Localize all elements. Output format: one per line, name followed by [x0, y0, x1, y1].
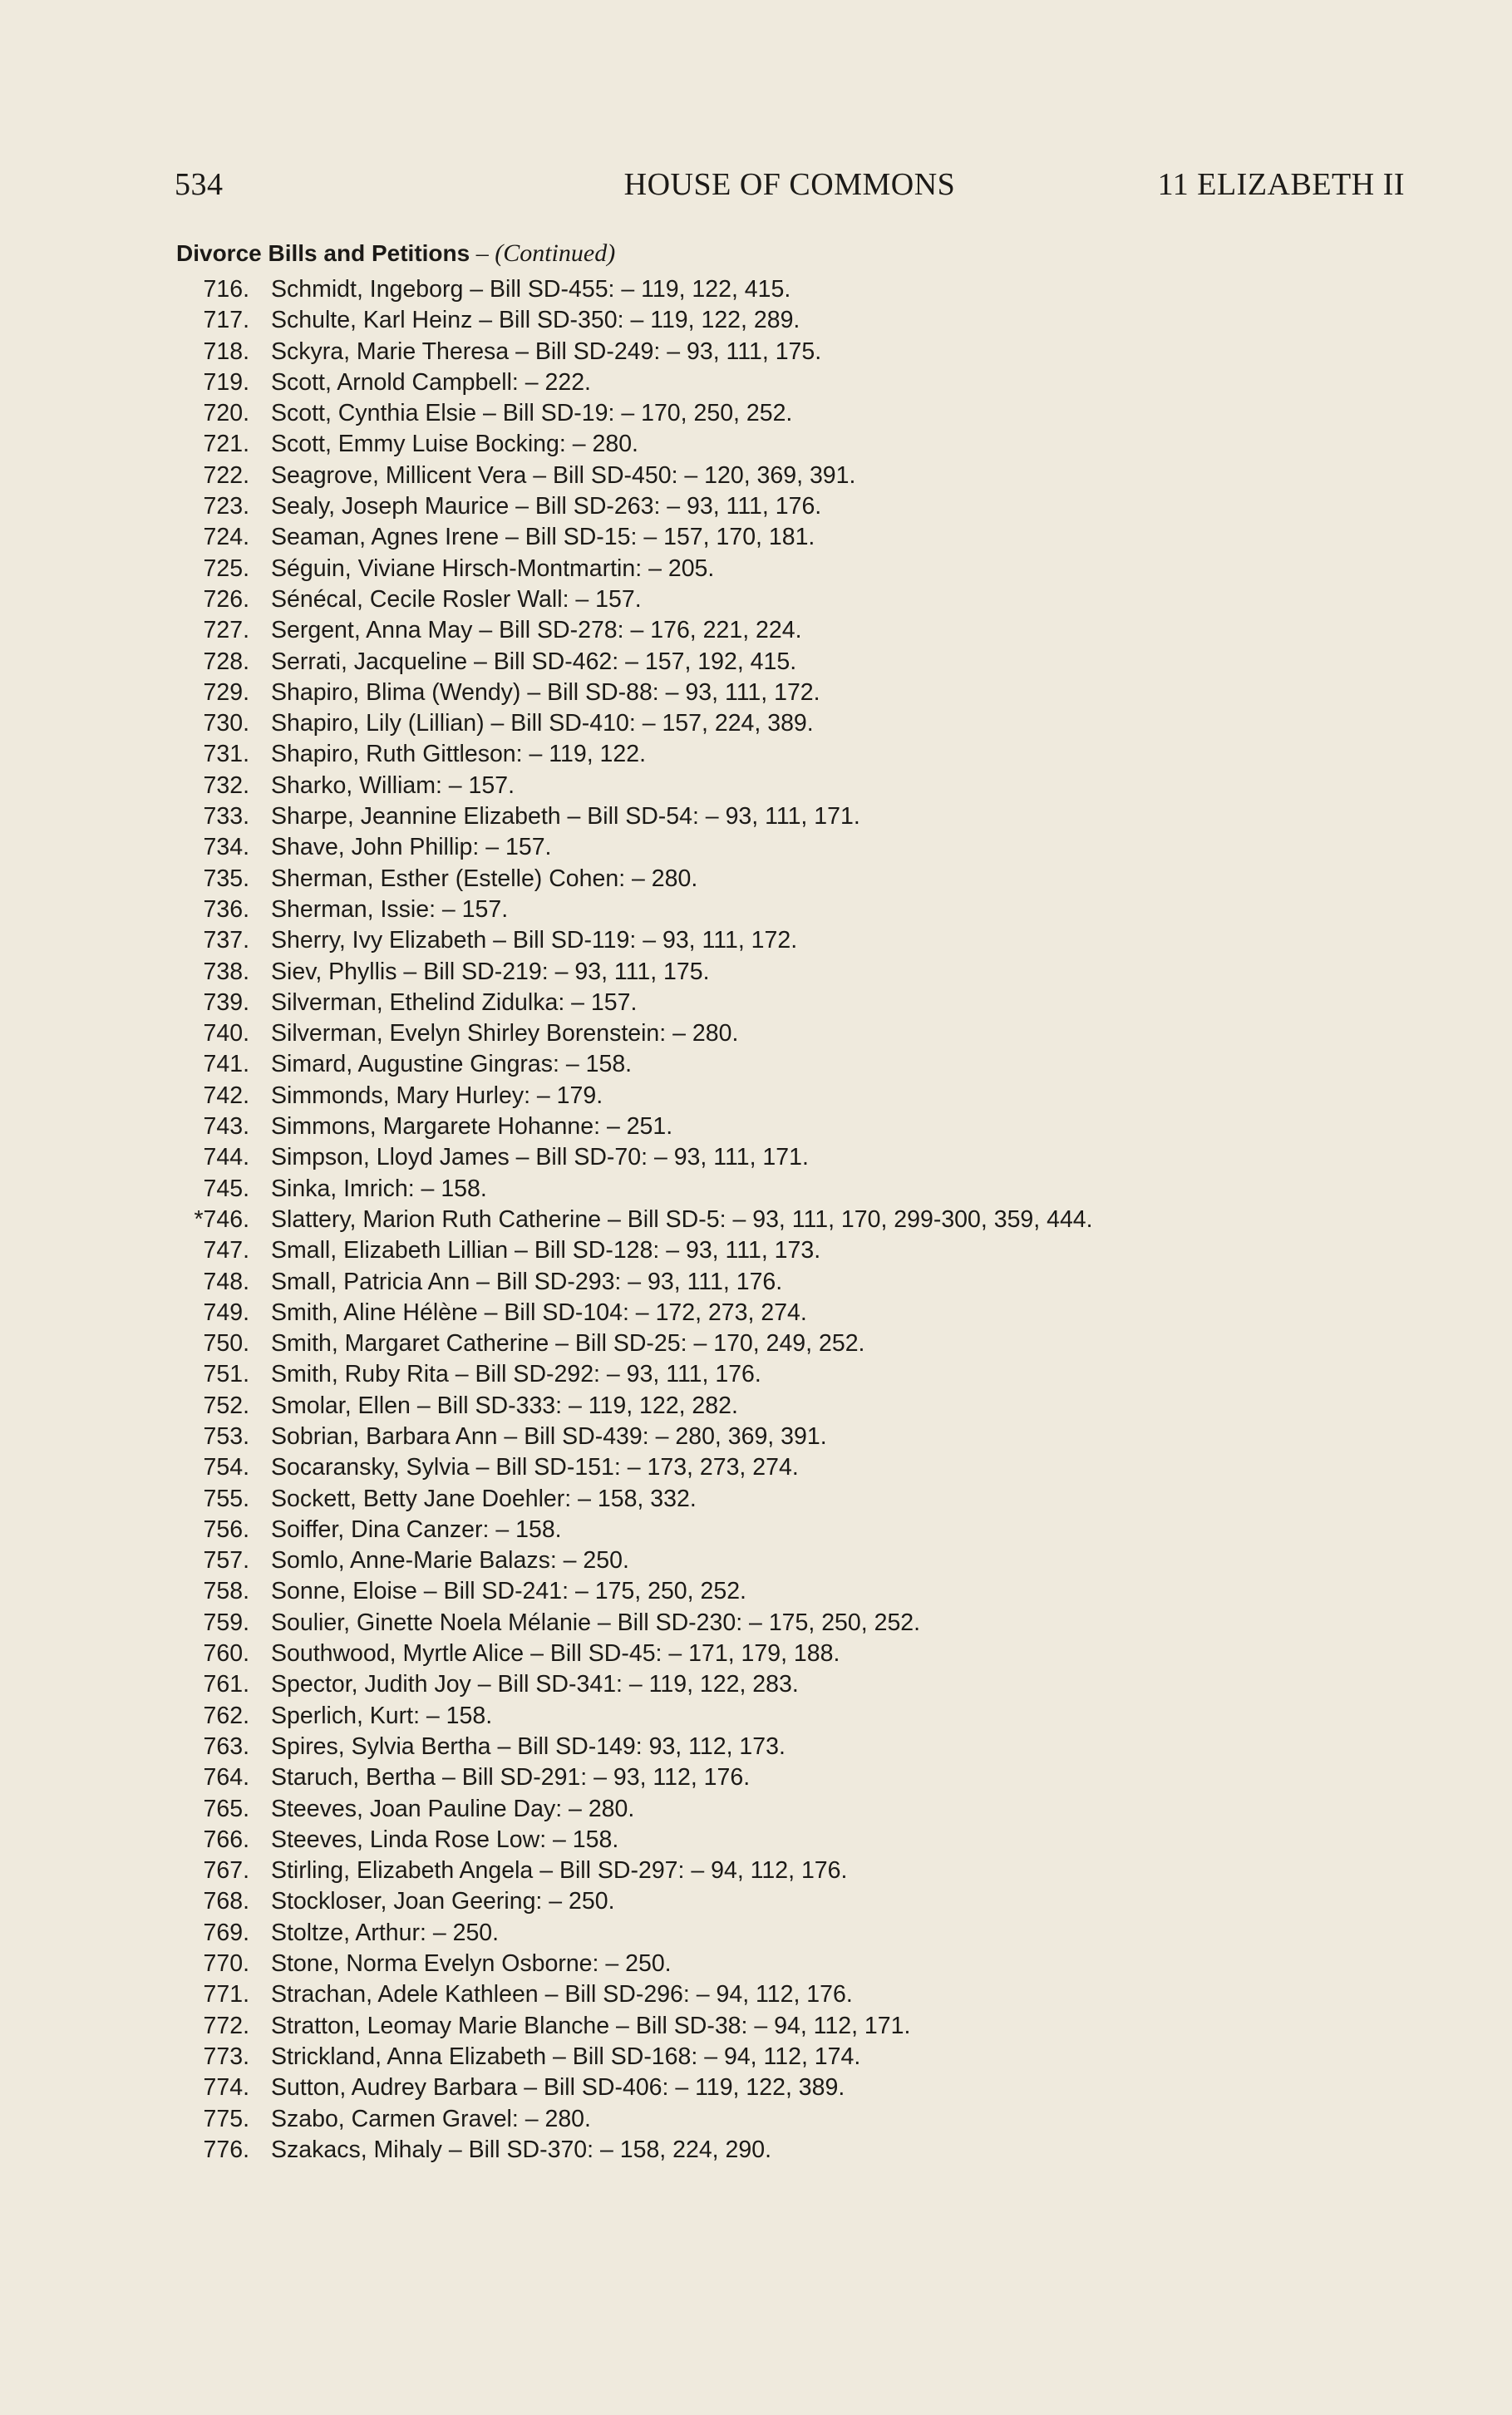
entry-text: Stockloser, Joan Geering: – 250.	[271, 1888, 615, 1915]
list-item	[166, 1111, 1330, 1142]
list-item	[166, 1918, 1330, 1949]
list-item	[166, 1049, 1330, 1080]
entry-text: Stirling, Elizabeth Angela – Bill SD-297: – 94, 112, 176.	[271, 1857, 848, 1885]
list-item	[166, 864, 1330, 895]
entry-text: Sutton, Audrey Barbara – Bill SD-406: – 119, 122, 389.	[271, 2074, 845, 2102]
entry-number: 724.	[203, 524, 249, 551]
list-item	[166, 832, 1330, 863]
entry-number: 761.	[203, 1671, 249, 1698]
entry-text: Sherry, Ivy Elizabeth – Bill SD-119: – 93, 111, 172.	[271, 927, 798, 954]
entry-number: *746.	[194, 1205, 249, 1233]
list-item	[166, 771, 1330, 801]
entry-number: 769.	[203, 1919, 249, 1946]
list-item	[166, 2072, 1330, 2103]
entry-number: 764.	[203, 1764, 249, 1792]
entry-text: Seagrove, Millicent Vera – Bill SD-450: – 120, 369, 391.	[271, 461, 856, 489]
entry-number: 725.	[203, 554, 249, 582]
list-item	[166, 1452, 1330, 1483]
list-item	[166, 1825, 1330, 1856]
list-item	[166, 1422, 1330, 1452]
list-item	[166, 708, 1330, 739]
list-item	[166, 337, 1330, 367]
entry-text: Smith, Margaret Catherine – Bill SD-25: – 170, 249, 252.	[271, 1330, 865, 1358]
page-header	[175, 166, 1405, 216]
entry-number: 735.	[203, 865, 249, 892]
entry-text: Small, Elizabeth Lillian – Bill SD-128: – 93, 111, 173.	[271, 1237, 821, 1264]
list-item	[166, 1545, 1330, 1576]
entry-number: 716.	[203, 276, 249, 303]
entry-number: 753.	[203, 1422, 249, 1450]
entry-text: Sherman, Issie: – 157.	[271, 895, 509, 923]
entry-number: 736.	[203, 895, 249, 923]
entry-text: Simmons, Margarete Hohanne: – 251.	[271, 1113, 673, 1141]
entry-number: 722.	[203, 461, 249, 489]
entry-text: Stratton, Leomay Marie Blanche – Bill SD-38: – 94, 112, 171.	[271, 2012, 911, 2039]
entry-number: 720.	[203, 400, 249, 427]
entry-text: Schmidt, Ingeborg – Bill SD-455: – 119, 122, 415.	[271, 276, 791, 303]
list-item	[166, 1576, 1330, 1607]
entry-text: Smolar, Ellen – Bill SD-333: – 119, 122, 282.	[271, 1392, 738, 1419]
list-item	[166, 1359, 1330, 1390]
list-item	[166, 1142, 1330, 1173]
entry-number: 743.	[203, 1113, 249, 1141]
list-item	[166, 1979, 1330, 2010]
entry-number: 729.	[203, 678, 249, 706]
entry-number: 762.	[203, 1702, 249, 1729]
entry-text: Shave, John Phillip: – 157.	[271, 834, 552, 861]
entry-number: 770.	[203, 1950, 249, 1978]
entry-number: 734.	[203, 834, 249, 861]
list-item	[166, 1174, 1330, 1205]
entry-number: 757.	[203, 1547, 249, 1575]
entry-text: Szabo, Carmen Gravel: – 280.	[271, 2105, 591, 2132]
entry-number: 726.	[203, 585, 249, 613]
list-item	[166, 522, 1330, 553]
list-item	[166, 988, 1330, 1018]
entry-text: Shapiro, Blima (Wendy) – Bill SD-88: – 93, 111, 172.	[271, 678, 820, 706]
list-item	[166, 801, 1330, 832]
list-item	[166, 1669, 1330, 1700]
entry-list	[166, 274, 1330, 2166]
list-item	[166, 1298, 1330, 1328]
list-item	[166, 274, 1330, 305]
entry-number: 730.	[203, 710, 249, 737]
list-item	[166, 1886, 1330, 1917]
entry-number: 776.	[203, 2136, 249, 2163]
list-item	[166, 429, 1330, 460]
entry-text: Silverman, Ethelind Zidulka: – 157.	[271, 988, 638, 1016]
list-item	[166, 2104, 1330, 2135]
entry-text: Spector, Judith Joy – Bill SD-341: – 119, 122, 283.	[271, 1671, 799, 1698]
entry-number: 751.	[203, 1361, 249, 1388]
list-item	[166, 1081, 1330, 1111]
list-item	[166, 584, 1330, 615]
list-item	[166, 305, 1330, 336]
entry-number: 732.	[203, 771, 249, 799]
entry-number: 754.	[203, 1454, 249, 1481]
entry-number: 727.	[203, 617, 249, 644]
entry-number: 739.	[203, 988, 249, 1016]
entry-number: 721.	[203, 431, 249, 458]
entry-text: Schulte, Karl Heinz – Bill SD-350: – 119, 122, 289.	[271, 307, 800, 334]
entry-text: Soulier, Ginette Noela Mélanie – Bill SD-230: – 175, 250, 252.	[271, 1609, 921, 1636]
entry-text: Sckyra, Marie Theresa – Bill SD-249: – 93, 111, 175.	[271, 338, 822, 365]
entry-number: 752.	[203, 1392, 249, 1419]
entry-text: Simmonds, Mary Hurley: – 179.	[271, 1082, 603, 1109]
entry-text: Sobrian, Barbara Ann – Bill SD-439: – 280, 369, 391.	[271, 1422, 827, 1450]
list-item	[166, 1762, 1330, 1793]
entry-text: Sharpe, Jeannine Elizabeth – Bill SD-54: – 93, 111, 171.	[271, 803, 860, 830]
entry-text: Steeves, Linda Rose Low: – 158.	[271, 1826, 619, 1853]
entry-text: Smith, Aline Hélène – Bill SD-104: – 172, 273, 274.	[271, 1299, 807, 1326]
section-heading	[176, 239, 615, 268]
entry-number: 742.	[203, 1082, 249, 1109]
list-item	[166, 615, 1330, 646]
entry-number: 748.	[203, 1268, 249, 1295]
entry-text: Serrati, Jacqueline – Bill SD-462: – 157, 192, 415.	[271, 648, 797, 675]
list-item	[166, 957, 1330, 988]
list-item	[166, 1018, 1330, 1049]
list-item	[166, 367, 1330, 398]
list-item	[166, 1205, 1330, 1235]
entry-text: Scott, Cynthia Elsie – Bill SD-19: – 170, 250, 252.	[271, 400, 793, 427]
entry-text: Stoltze, Arthur: – 250.	[271, 1919, 500, 1946]
list-item	[166, 678, 1330, 708]
entry-number: 773.	[203, 2043, 249, 2070]
list-item	[166, 554, 1330, 584]
entry-number: 717.	[203, 307, 249, 334]
list-item	[166, 1701, 1330, 1732]
entry-text: Staruch, Bertha – Bill SD-291: – 93, 112, 176.	[271, 1764, 751, 1792]
list-item	[166, 647, 1330, 678]
list-item	[166, 739, 1330, 770]
entry-number: 740.	[203, 1020, 249, 1047]
list-item	[166, 1235, 1330, 1266]
entry-number: 758.	[203, 1578, 249, 1605]
page-number: 534	[175, 167, 224, 202]
list-item	[166, 1484, 1330, 1515]
section-continued: – (Continued)	[470, 239, 616, 267]
entry-text: Steeves, Joan Pauline Day: – 280.	[271, 1795, 635, 1822]
entry-number: 738.	[203, 958, 249, 985]
entry-number: 750.	[203, 1330, 249, 1358]
entry-text: Strachan, Adele Kathleen – Bill SD-296: – 94, 112, 176.	[271, 1981, 853, 2008]
entry-text: Slattery, Marion Ruth Catherine – Bill SD-5: – 93, 111, 170, 299-300, 359, 444.	[271, 1205, 1093, 1233]
entry-text: Sonne, Eloise – Bill SD-241: – 175, 250, 252.	[271, 1578, 746, 1605]
list-item	[166, 1856, 1330, 1886]
entry-text: Stone, Norma Evelyn Osborne: – 250.	[271, 1950, 672, 1978]
entry-text: Socaransky, Sylvia – Bill SD-151: – 173, 273, 274.	[271, 1454, 799, 1481]
entry-text: Séguin, Viviane Hirsch-Montmartin: – 205.	[271, 554, 715, 582]
list-item	[166, 1515, 1330, 1545]
list-item	[166, 491, 1330, 522]
entry-number: 766.	[203, 1826, 249, 1853]
entry-number: 749.	[203, 1299, 249, 1326]
entry-number: 723.	[203, 493, 249, 520]
entry-number: 772.	[203, 2012, 249, 2039]
entry-number: 756.	[203, 1516, 249, 1543]
entry-number: 728.	[203, 648, 249, 675]
entry-text: Silverman, Evelyn Shirley Borenstein: – 280.	[271, 1020, 739, 1047]
entry-text: Spires, Sylvia Bertha – Bill SD-149: 93, 112, 173.	[271, 1732, 786, 1760]
list-item	[166, 925, 1330, 956]
entry-text: Scott, Emmy Luise Bocking: – 280.	[271, 431, 638, 458]
entry-number: 733.	[203, 803, 249, 830]
regnal-year: 11 ELIZABETH II	[1157, 167, 1405, 202]
entry-text: Simard, Augustine Gingras: – 158.	[271, 1051, 633, 1078]
entry-number: 731.	[203, 741, 249, 768]
list-item	[166, 1391, 1330, 1422]
entry-number: 745.	[203, 1175, 249, 1202]
running-title: HOUSE OF COMMONS	[623, 167, 956, 202]
list-item	[166, 1267, 1330, 1298]
entry-number: 755.	[203, 1485, 249, 1512]
entry-text: Szakacs, Mihaly – Bill SD-370: – 158, 224, 290.	[271, 2136, 771, 2163]
list-item	[166, 2135, 1330, 2166]
entry-text: Sharko, William: – 157.	[271, 771, 515, 799]
list-item	[166, 1328, 1330, 1359]
entry-number: 759.	[203, 1609, 249, 1636]
entry-text: Scott, Arnold Campbell: – 222.	[271, 368, 591, 396]
entry-text: Sealy, Joseph Maurice – Bill SD-263: – 93, 111, 176.	[271, 493, 822, 520]
entry-text: Sénécal, Cecile Rosler Wall: – 157.	[271, 585, 642, 613]
section-title: Divorce Bills and Petitions	[176, 240, 470, 266]
list-item	[166, 895, 1330, 925]
entry-number: 767.	[203, 1857, 249, 1885]
list-item	[166, 1639, 1330, 1669]
entry-text: Sperlich, Kurt: – 158.	[271, 1702, 493, 1729]
entry-text: Soiffer, Dina Canzer: – 158.	[271, 1516, 562, 1543]
entry-number: 719.	[203, 368, 249, 396]
entry-text: Sergent, Anna May – Bill SD-278: – 176, 221, 224.	[271, 617, 802, 644]
entry-text: Shapiro, Ruth Gittleson: – 119, 122.	[271, 741, 647, 768]
entry-number: 775.	[203, 2105, 249, 2132]
entry-text: Sherman, Esther (Estelle) Cohen: – 280.	[271, 865, 698, 892]
entry-number: 768.	[203, 1888, 249, 1915]
list-item	[166, 2011, 1330, 2042]
list-item	[166, 1608, 1330, 1639]
entry-number: 771.	[203, 1981, 249, 2008]
entry-number: 747.	[203, 1237, 249, 1264]
entry-number: 760.	[203, 1640, 249, 1668]
entry-text: Smith, Ruby Rita – Bill SD-292: – 93, 111, 176.	[271, 1361, 761, 1388]
entry-number: 765.	[203, 1795, 249, 1822]
entry-text: Siev, Phyllis – Bill SD-219: – 93, 111, 175.	[271, 958, 710, 985]
entry-text: Sinka, Imrich: – 158.	[271, 1175, 487, 1202]
list-item	[166, 461, 1330, 491]
list-item	[166, 1949, 1330, 1979]
entry-number: 744.	[203, 1144, 249, 1171]
entry-number: 741.	[203, 1051, 249, 1078]
list-item	[166, 1794, 1330, 1825]
entry-number: 774.	[203, 2074, 249, 2102]
entry-text: Strickland, Anna Elizabeth – Bill SD-168: – 94, 112, 174.	[271, 2043, 861, 2070]
list-item	[166, 2042, 1330, 2072]
entry-text: Somlo, Anne-Marie Balazs: – 250.	[271, 1547, 629, 1575]
entry-text: Sockett, Betty Jane Doehler: – 158, 332.	[271, 1485, 697, 1512]
entry-text: Seaman, Agnes Irene – Bill SD-15: – 157, 170, 181.	[271, 524, 815, 551]
entry-number: 763.	[203, 1732, 249, 1760]
entry-text: Small, Patricia Ann – Bill SD-293: – 93, 111, 176.	[271, 1268, 783, 1295]
entry-text: Southwood, Myrtle Alice – Bill SD-45: – 171, 179, 188.	[271, 1640, 840, 1668]
entry-text: Shapiro, Lily (Lillian) – Bill SD-410: – 157, 224, 389.	[271, 710, 814, 737]
entry-number: 718.	[203, 338, 249, 365]
entry-number: 737.	[203, 927, 249, 954]
entry-text: Simpson, Lloyd James – Bill SD-70: – 93, 111, 171.	[271, 1144, 809, 1171]
list-item	[166, 398, 1330, 429]
list-item	[166, 1732, 1330, 1762]
